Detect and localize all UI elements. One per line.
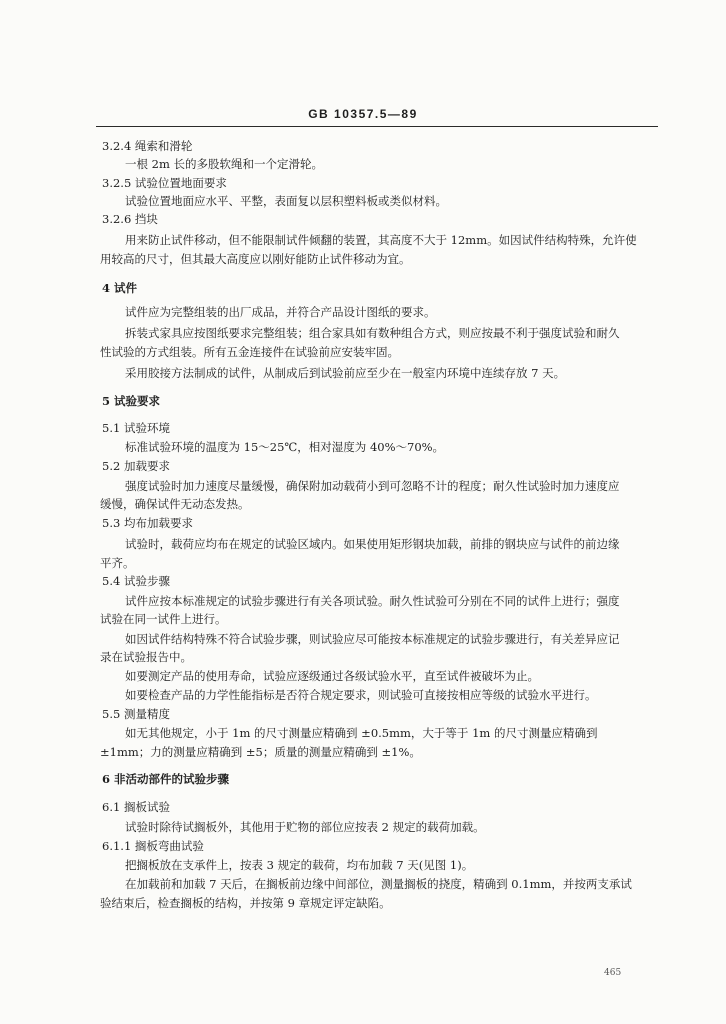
section-4-line-4: 采用胶接方法制成的试件，从制成后到试验前应至少在一般室内环境中连续存放 7 天。 xyxy=(125,366,566,380)
section-6-1-1-title: 6.1.1 搁板弯曲试验 xyxy=(102,839,204,853)
section-5-2-line-2: 缓慢，确保试件无动态发热。 xyxy=(100,497,250,511)
section-3-2-6-line-2: 用较高的尺寸，但其最大高度应以刚好能防止试件移动为宜。 xyxy=(100,252,411,266)
section-5-heading: 5 试验要求 xyxy=(102,394,161,408)
section-3-2-6-line-1: 用来防止试件移动，但不能限制试件倾翻的装置，其高度不大于 12mm。如因试件结构特殊，允许使 xyxy=(125,233,637,247)
section-5-2-title: 5.2 加载要求 xyxy=(102,459,170,473)
section-4-line-2: 拆装式家具应按图纸要求完整组装；组合家具如有数种组合方式，则应按最不利于强度试验和耐久 xyxy=(125,326,620,340)
section-6-1-1-line-2: 在加载前和加载 7 天后，在搁板前边缘中间部位，测量搁板的挠度，精确到 0.1mm，并按两支承试 xyxy=(125,877,632,891)
section-5-1-title: 5.1 试验环境 xyxy=(102,421,170,435)
section-6-1-1-line-3: 验结束后，检查搁板的结构，并按第 9 章规定评定缺陷。 xyxy=(100,896,391,910)
section-5-3-line-2: 平齐。 xyxy=(100,556,135,570)
section-4-line-3: 性试验的方式组装。所有五金连接件在试验前应安装牢固。 xyxy=(100,345,399,359)
section-5-4-line-2: 试验在同一试件上进行。 xyxy=(100,612,227,626)
section-5-2-line-1: 强度试验时加力速度尽量缓慢，确保附加动载荷小到可忽略不计的程度；耐久性试验时加力速度应 xyxy=(125,479,620,493)
page-number: 465 xyxy=(604,968,622,978)
section-4-heading: 4 试件 xyxy=(102,281,138,295)
section-5-4-line-3: 如因试件结构特殊不符合试验步骤，则试验应尽可能按本标准规定的试验步骤进行，有关差异应记 xyxy=(125,632,620,646)
section-3-2-4-line-1: 一根 2m 长的多股软绳和一个定滑轮。 xyxy=(125,157,324,171)
section-6-1-line-1: 试验时除待试搁板外，其他用于贮物的部位应按表 2 规定的载荷加载。 xyxy=(125,820,485,834)
section-3-2-6-title: 3.2.6 挡块 xyxy=(102,212,158,226)
section-5-4-line-1: 试件应按本标准规定的试验步骤进行有关各项试验。耐久性试验可分别在不同的试件上进行；强度 xyxy=(125,594,620,608)
section-3-2-5-title: 3.2.5 试验位置地面要求 xyxy=(102,176,227,190)
section-6-1-title: 6.1 搁板试验 xyxy=(102,800,170,814)
section-6-heading: 6 非活动部件的试验步骤 xyxy=(102,772,230,786)
section-3-2-4-title: 3.2.4 绳索和滑轮 xyxy=(102,139,193,153)
section-4-line-1: 试件应为完整组装的出厂成品，并符合产品设计图纸的要求。 xyxy=(125,305,436,319)
section-6-1-1-line-1: 把搁板放在支承件上，按表 3 规定的载荷，均布加载 7 天(见图 1)。 xyxy=(125,858,474,872)
section-5-3-title: 5.3 均布加载要求 xyxy=(102,516,193,530)
section-5-4-line-6: 如要检查产品的力学性能指标是否符合规定要求，则试验可直接按相应等级的试验水平进行。 xyxy=(125,688,597,702)
section-5-4-title: 5.4 试验步骤 xyxy=(102,574,170,588)
section-5-1-line-1: 标准试验环境的温度为 15～25℃，相对湿度为 40%～70%。 xyxy=(125,440,445,454)
standard-code-header: GB 10357.5—89 xyxy=(308,107,418,121)
section-5-4-line-5: 如要测定产品的使用寿命，试验应逐级通过各级试验水平，直至试件被破坏为止。 xyxy=(125,669,539,683)
section-3-2-5-line-1: 试验位置地面应水平、平整，表面复以层积塑料板或类似材料。 xyxy=(125,194,447,208)
section-5-4-line-4: 录在试验报告中。 xyxy=(100,650,192,664)
section-5-5-line-1: 如无其他规定，小于 1m 的尺寸测量应精确到 ±0.5mm，大于等于 1m 的尺寸测量应精确到 xyxy=(125,726,598,740)
header-rule xyxy=(96,126,658,127)
section-5-5-title: 5.5 测量精度 xyxy=(102,707,170,721)
section-5-5-line-2: ±1mm；力的测量应精确到 ±5；质量的测量应精确到 ±1%。 xyxy=(100,745,421,759)
section-5-3-line-1: 试验时，载荷应均布在规定的试验区域内。如果使用矩形钢块加载，前排的钢块应与试件的前边缘 xyxy=(125,537,620,551)
